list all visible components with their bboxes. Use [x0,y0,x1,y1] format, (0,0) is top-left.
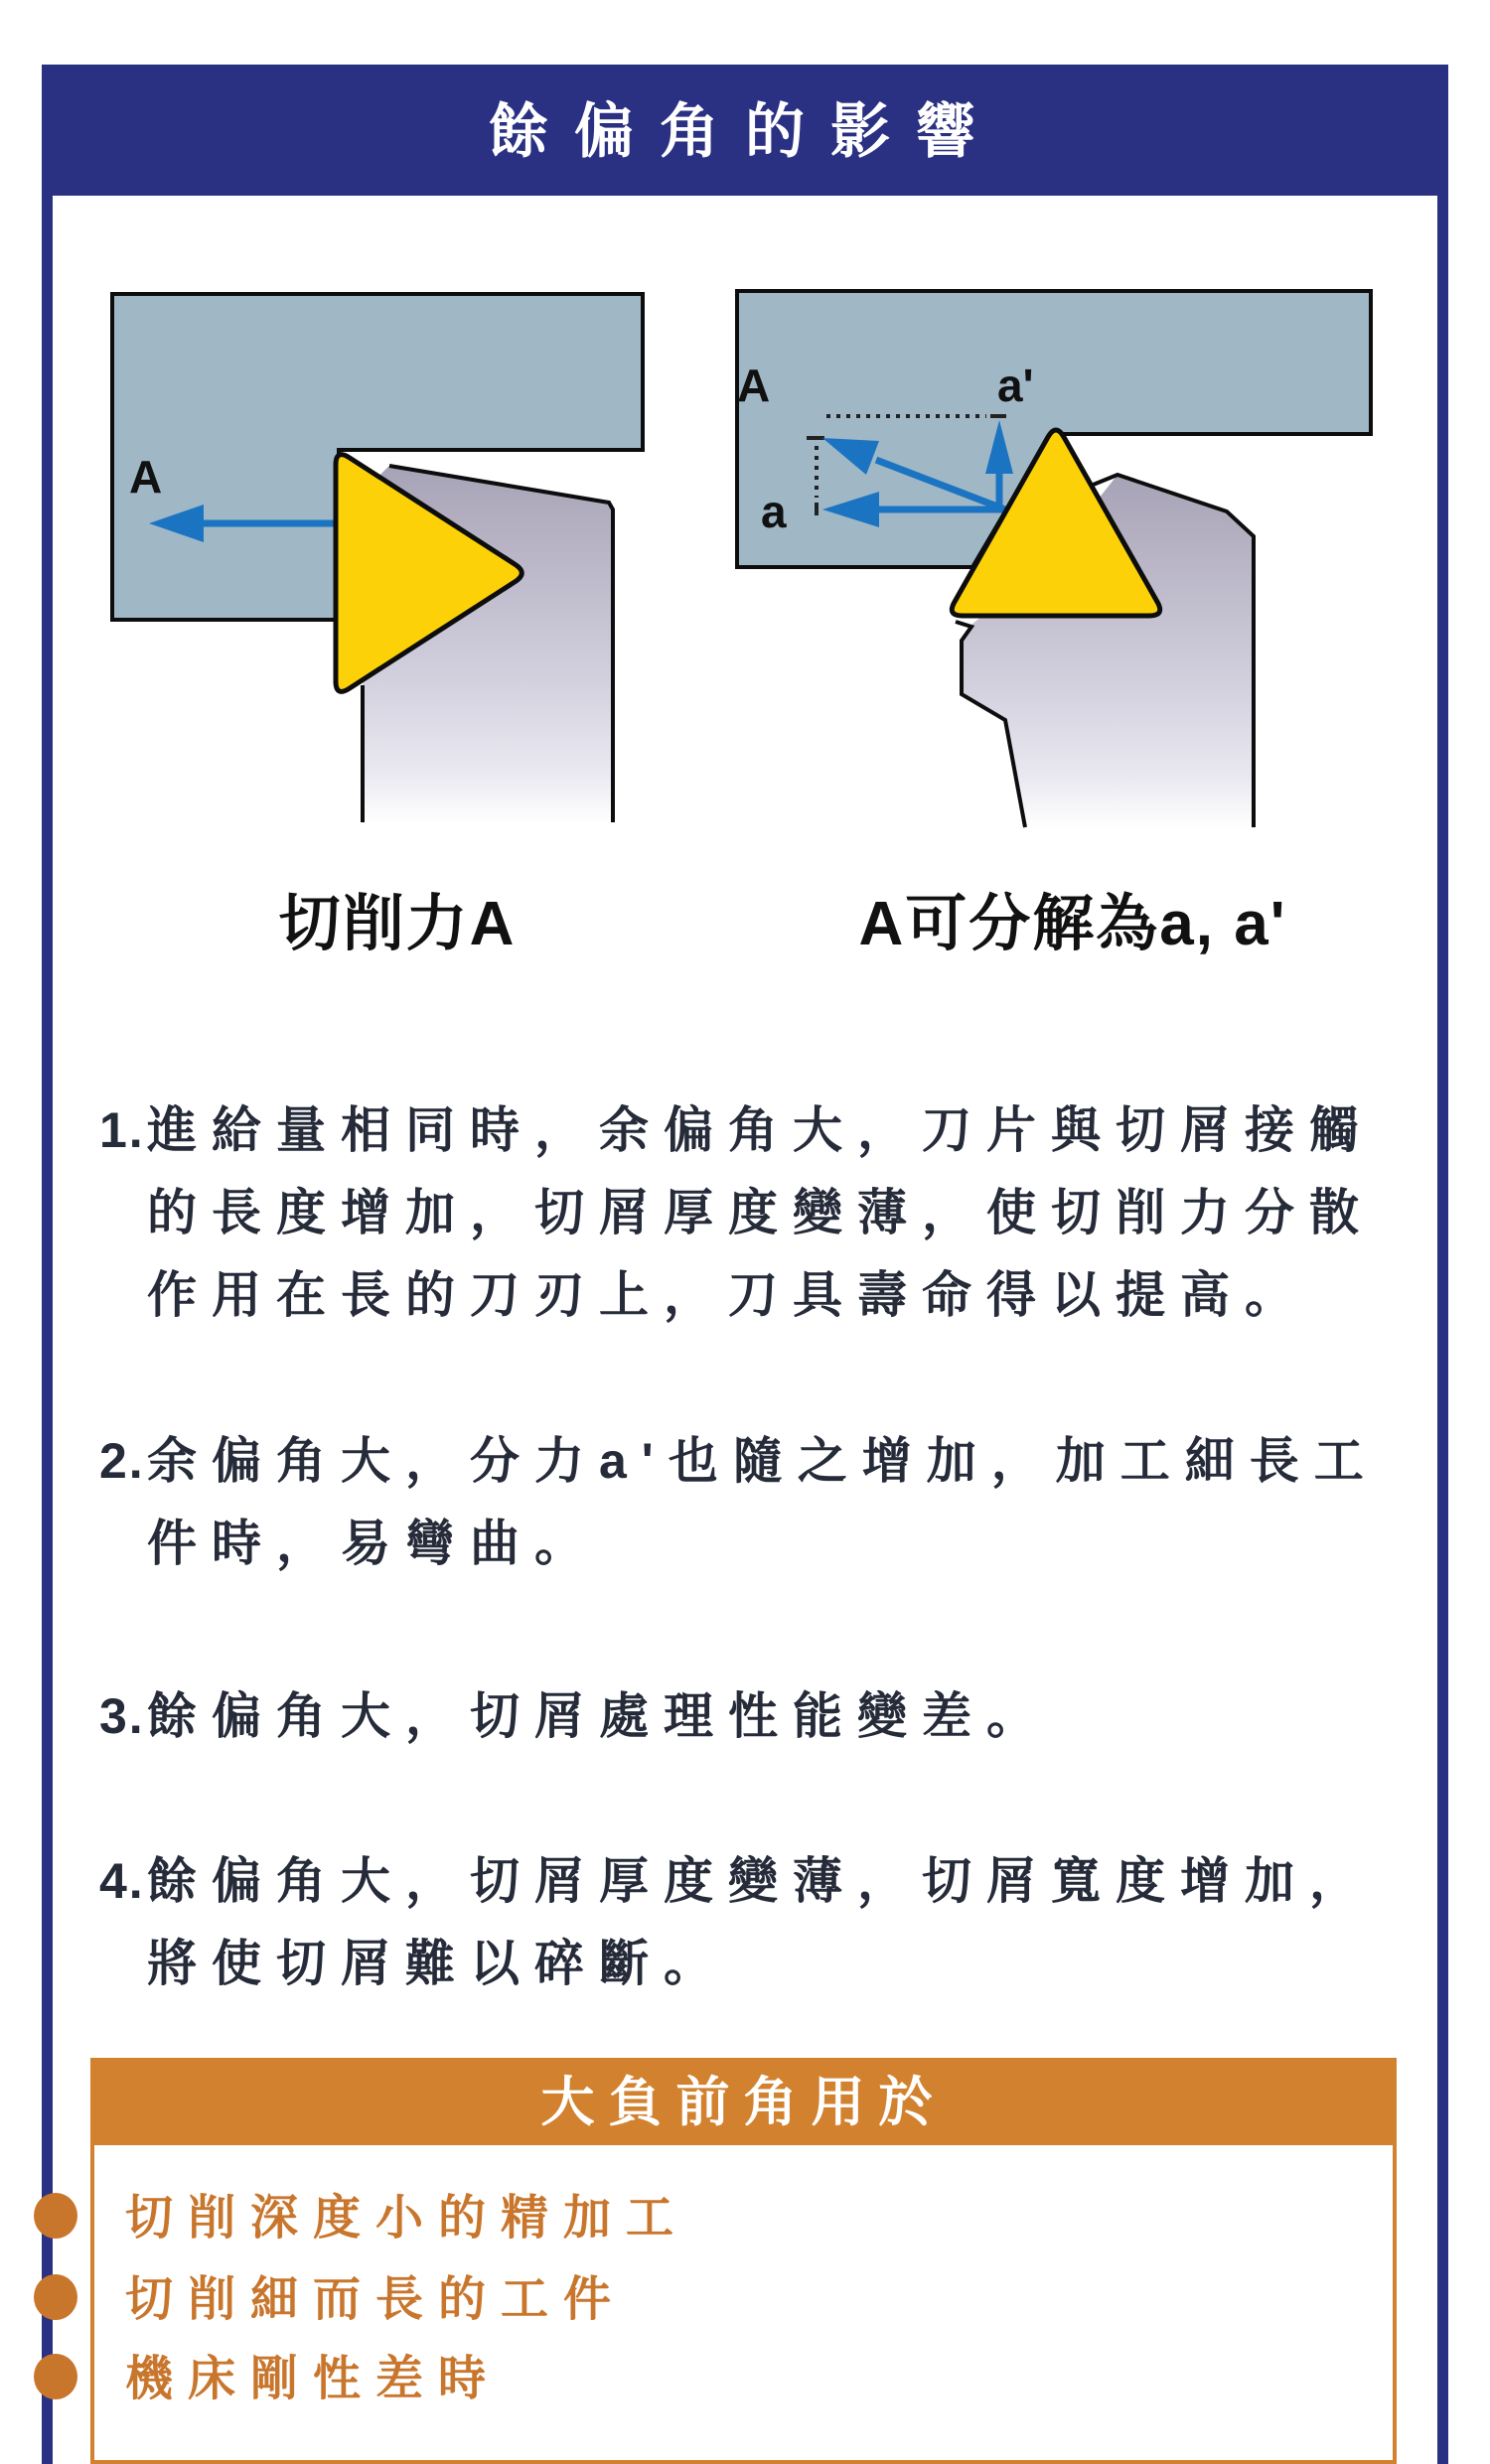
right-a-label: a [761,486,787,537]
list-item-3 [99,1675,1411,1758]
list-line: 餘偏角大，切屑處理性能變差。 [147,1688,1051,1744]
bullet-item: 切削深度小的精加工 [125,2192,689,2245]
left-diagram [112,294,643,824]
bullet-dot [34,2274,77,2320]
cutting-diagrams [0,0,1490,894]
bullet-dot [34,2193,77,2239]
list-line: 作用在長的刀刃上，刀具壽命得以提高。 [147,1267,1309,1323]
list-line: 余偏角大，分力a'也隨之增加，加工細長工 [147,1433,1379,1489]
left-diagram-caption: 切削力A [278,890,517,958]
list-item-number: 2. [99,1433,145,1489]
list-item-1 [99,1089,1411,1337]
list-item-number: 4. [99,1853,145,1909]
right-force-label: A [737,360,771,411]
right-diagram-caption: A可分解為a, a' [858,890,1287,958]
list-item-4 [99,1840,1411,2005]
highlight-box-title: 大負前角用於 [90,2058,1397,2145]
bullet-item: 機床剛性差時 [125,2353,502,2405]
bullet-item: 切削細而長的工件 [125,2273,627,2326]
list-item-number: 3. [99,1688,145,1744]
right-a-prime-label: a' [997,360,1034,411]
list-item-number: 1. [99,1102,145,1158]
left-force-label: A [129,451,163,503]
list-line: 的長度增加，切屑厚度變薄，使切削力分散 [147,1185,1374,1240]
bullet-dot [34,2354,77,2399]
right-diagram [737,291,1371,829]
page-title: 餘偏角的影響 [42,65,1448,196]
list-line: 進給量相同時，余偏角大，刀片與切屑接觸 [147,1102,1374,1158]
list-item-2 [99,1420,1411,1585]
list-line: 餘偏角大，切屑厚度變薄，切屑寬度增加， [147,1853,1374,1909]
list-line: 件時，易彎曲。 [147,1516,599,1571]
list-line: 將使切屑難以碎斷。 [147,1936,728,1991]
